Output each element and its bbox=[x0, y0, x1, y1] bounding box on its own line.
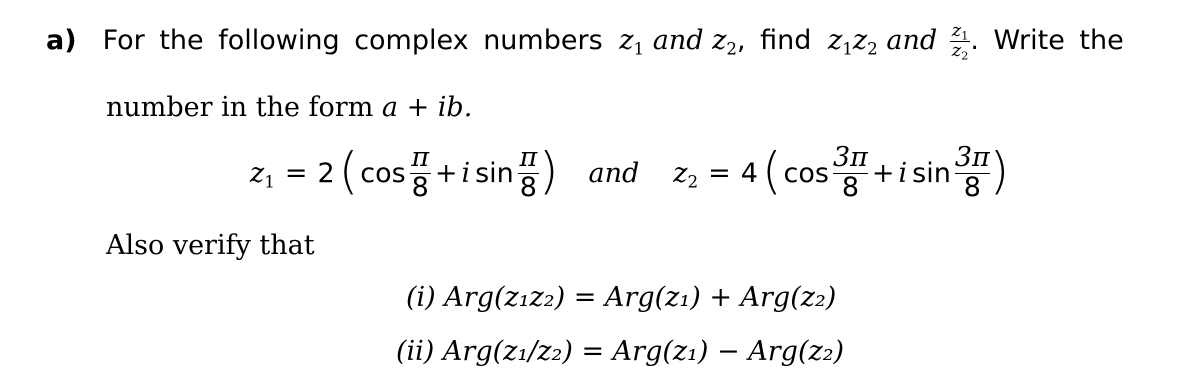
sin-label-2: sin bbox=[912, 157, 951, 189]
and-word: and bbox=[652, 24, 704, 56]
equals-sign-2: = bbox=[708, 157, 731, 189]
z1-lhs: $z_1$ bbox=[250, 157, 275, 191]
cos-label-1: cos bbox=[360, 157, 406, 189]
z2-symbol: $z_2$ bbox=[712, 24, 737, 59]
product-expression: $z_1z_2$ bbox=[828, 24, 878, 59]
write-text: . Write the bbox=[970, 24, 1124, 56]
i-symbol-2: i bbox=[898, 157, 908, 189]
and-connector: and bbox=[588, 157, 640, 189]
identity-line-2: (ii) Arg(z₁/z₂) = Arg(z₁) − Arg(z₂) bbox=[396, 336, 845, 367]
fraction-pi-over-8-b: $\frac{\pi}{8}$ bbox=[519, 142, 538, 203]
right-paren-2: ) bbox=[989, 142, 1010, 200]
equals-sign: = bbox=[284, 157, 308, 189]
question-label: a) bbox=[46, 24, 77, 56]
quotient-fraction: $\frac{z_1}{z_2}$ bbox=[951, 20, 969, 63]
fraction-pi-over-8-a: $\frac{\pi}{8}$ bbox=[411, 142, 430, 203]
fraction-3pi-over-8-a: $\frac{3\pi}{8}$ bbox=[832, 142, 868, 203]
i-symbol-1: i bbox=[461, 157, 471, 189]
right-paren-1: ) bbox=[538, 142, 559, 200]
question-line-1 bbox=[46, 22, 1124, 61]
left-paren-1: ( bbox=[338, 142, 359, 200]
question-line-2 bbox=[106, 92, 472, 123]
fraction-3pi-over-8-b: $\frac{3\pi}{8}$ bbox=[954, 142, 990, 203]
find-text: , find bbox=[736, 24, 812, 56]
z1-coefficient: 2 bbox=[317, 157, 335, 189]
sin-label-1: sin bbox=[475, 157, 514, 189]
form-expression: a + ib. bbox=[381, 92, 473, 123]
and-word-2: and bbox=[886, 24, 938, 56]
z1-symbol: $z_1$ bbox=[619, 24, 645, 59]
z2-lhs: $z_2$ bbox=[673, 157, 699, 191]
form-text: number in the form bbox=[106, 92, 374, 123]
cos-label-2: cos bbox=[783, 157, 829, 189]
plus-sign-2: + bbox=[871, 157, 895, 189]
identity-line-1: (i) Arg(z₁z₂) = Arg(z₁) + Arg(z₂) bbox=[406, 282, 837, 313]
question-intro-text: For the following complex numbers bbox=[102, 24, 603, 56]
plus-sign-1: + bbox=[434, 157, 458, 189]
verify-label: Also verify that bbox=[106, 230, 315, 261]
equation-line bbox=[250, 138, 1009, 208]
left-paren-2: ( bbox=[761, 142, 782, 200]
z2-coefficient: 4 bbox=[740, 157, 758, 189]
